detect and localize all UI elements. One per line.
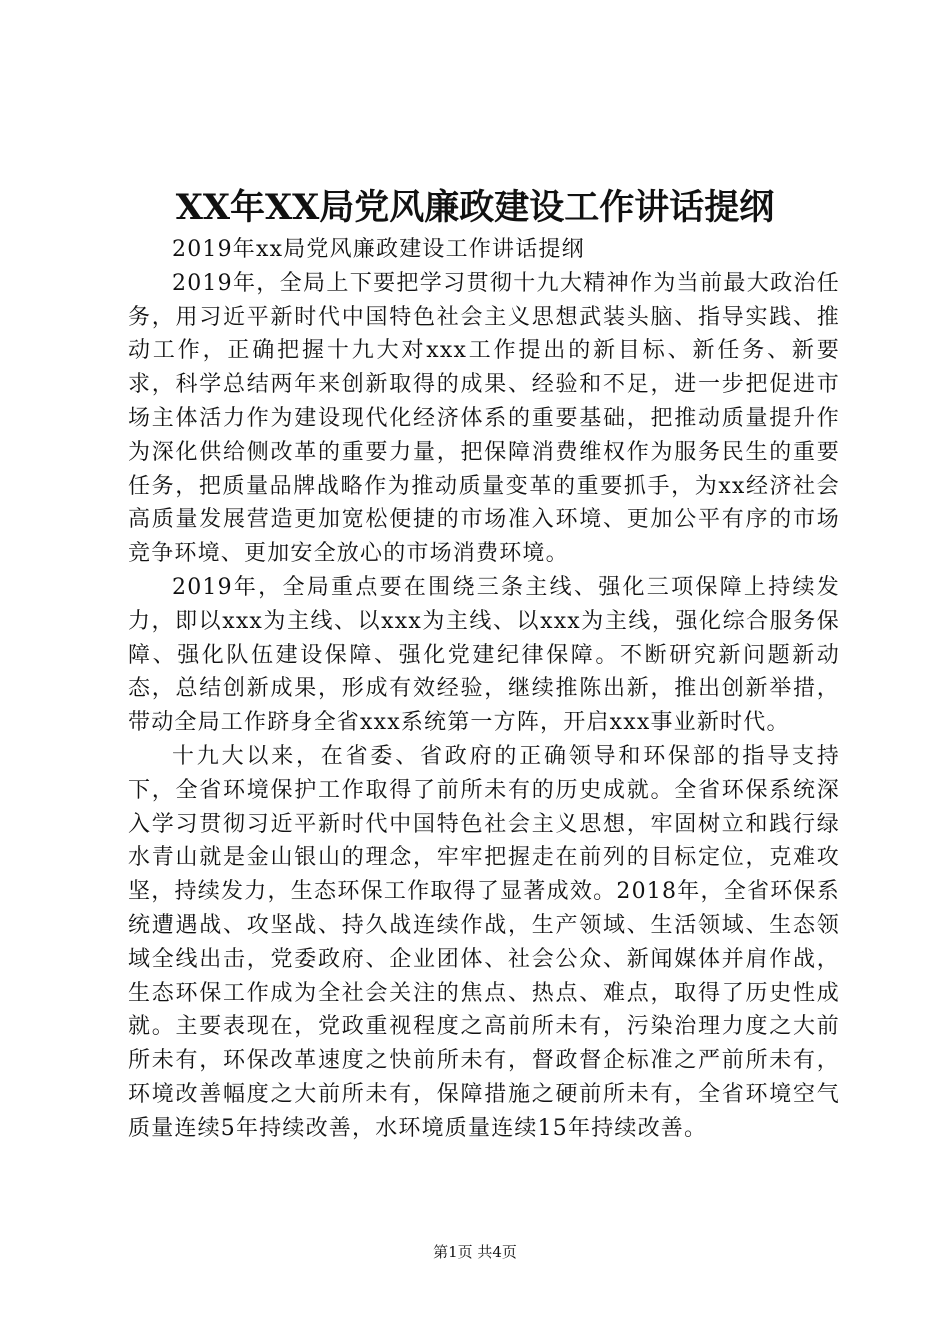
paragraph-3: 十九大以来，在省委、省政府的正确领导和环保部的指导支持下，全省环境保护工作取得了前所未有的历史成就。全省环保系统深入学习贯彻习近平新时代中国特色社会主义思想，牢固树立和践行绿水青山就是金山银山的理念，牢牢把握走在前列的目标定位，克难攻坚，持续发力，生态环保工作取得了显著成效。2018年，全省环保系统遭遇战、攻坚战、持久战连续作战，生产领域、生活领域、生态领域全线出击，党委政府、企业团体、社会公众、新闻媒体并肩作战，生态环保工作成为全社会关注的焦点、热点、难点，取得了历史性成就。主要表现在，党政重视程度之高前所未有，污染治理力度之大前所未有，环保改革速度之快前所未有，督政督企标准之严前所未有，环境改善幅度之大前所未有，保障措施之硬前所未有，全省环境空气质量连续5年持续改善，水环境质量连续15年持续改善。 [128, 743, 840, 1141]
paragraph-subtitle: 2019年xx局党风廉政建设工作讲话提纲 [172, 237, 585, 262]
document-title: XX年XX局党风廉政建设工作讲话提纲 [175, 187, 775, 228]
paragraph-1: 2019年，全局上下要把学习贯彻十九大精神作为当前最大政治任务，用习近平新时代中国特色社会主义思想武装头脑、指导实践、推动工作，正确把握十九大对xxx工作提出的新目标、新任务、新要求，科学总结两年来创新取得的成果、经验和不足，进一步把促进市场主体活力作为建设现代化经济体系的重要基础，把推动质量提升作为深化供给侧改革的重要力量，把保障消费维权作为服务民生的重要任务，把质量品牌战略作为推动质量变革的重要抓手，为xx经济社会高质量发展营造更加宽松便捷的市场准入环境、更加公平有序的市场竞争环境、更加安全放心的市场消费环境。 [128, 270, 840, 567]
document-body [128, 233, 840, 1146]
page-number-footer: 第1页 共4页 [433, 1243, 517, 1261]
paragraph-2: 2019年，全局重点要在围绕三条主线、强化三项保障上持续发力，即以xxx为主线、以xxx为主线、以xxx为主线，强化综合服务保障、强化队伍建设保障、强化党建纪律保障。不断研究新问题新动态，总结创新成果，形成有效经验，继续推陈出新，推出创新举措，带动全局工作跻身全省xxx系统第一方阵，开启xxx事业新时代。 [128, 574, 840, 736]
